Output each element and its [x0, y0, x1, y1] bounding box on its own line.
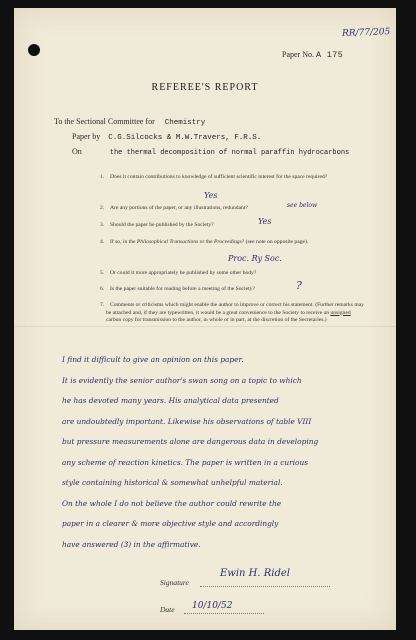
punch-hole	[28, 44, 40, 56]
signature-line	[200, 586, 330, 587]
referee-report-sheet	[14, 8, 396, 630]
question-3: 3. Should the paper be published by the Society?	[100, 222, 214, 228]
paper-number-value: A 175	[316, 50, 344, 60]
signature: Ewin H. Ridel	[220, 568, 290, 579]
committee-row	[54, 117, 205, 127]
answer-6: ?	[296, 279, 302, 292]
archive-reference: RR/77/205	[341, 27, 391, 39]
paper-number	[282, 50, 343, 60]
comment-line: any scheme of reaction kinetics. The paper is written in a curious	[62, 457, 309, 467]
comment-line: paper in a clearer & more objective style and accordingly	[62, 519, 279, 528]
comment-line: he has devoted many years. His analytical data presented	[62, 396, 279, 405]
answer-4: Proc. Ry Soc.	[228, 254, 282, 263]
comment-line: On the whole I do not believe the author could rewrite the	[62, 498, 282, 508]
report-title: REFEREE'S REPORT	[151, 82, 259, 93]
question-7: 7. Comments or criticisms which might enable the author to improve or correct his statement. (Further remarks may be attached and, if they are typewritten, it would be a great convenience to the Society to receive an unsigned carbon copy for transmission to the author, in whole or in part, at the discretion of the Secretaries.)	[100, 302, 364, 324]
signature-label: Signature	[160, 578, 189, 587]
subject-row	[72, 147, 349, 157]
committee-label: To the Sectional Committee for	[54, 117, 155, 126]
subject-label: On	[72, 147, 82, 156]
comment-line: have answered (3) in the affirmative.	[62, 539, 201, 549]
question-4: 4. If so, in the Philosophical Transactions or the Proceedings? (see note on opposite page).	[100, 239, 309, 245]
comment-line: but pressure measurements alone are dangerous data in developing	[62, 437, 319, 446]
date-value: 10/10/52	[192, 601, 233, 611]
committee-value: Chemistry	[164, 119, 206, 127]
paper-by-label: Paper by	[72, 132, 101, 141]
date-label: Date	[160, 605, 175, 614]
comment-line: style containing historical & somewhat unhelpful material.	[62, 478, 283, 487]
answer-1: Yes	[204, 191, 218, 200]
paper-by-value: C.G.Silcocks & M.W.Travers, F.R.S.	[108, 134, 262, 142]
question-1: 1. Does it contain contributions to knowledge of sufficient scientific interest for the space required?	[100, 174, 328, 180]
question-2: 2. Are any portions of the paper, or any illustrations, redundant?	[100, 205, 248, 211]
referee-comments	[62, 350, 362, 555]
paper-number-label: Paper No.	[282, 50, 314, 59]
answer-2: see below	[287, 202, 318, 209]
comment-line: I find it difficult to give an opinion on this paper.	[62, 355, 244, 364]
question-6: 6. Is the paper suitable for reading before a meeting of the Society?	[100, 286, 255, 292]
paper-by-row	[72, 132, 261, 142]
answer-3: Yes	[258, 217, 272, 226]
comment-line: It is evidently the senior author's swan song on a topic to which	[62, 375, 302, 385]
comment-line: are undoubtedly important. Likewise his observations of table VIII	[62, 416, 312, 426]
question-5: 5. Or could it more appropriately be published by some other body?	[100, 270, 257, 276]
subject-value: the thermal decomposition of normal paraffin hydrocarbons	[109, 149, 350, 157]
date-line	[184, 613, 264, 614]
